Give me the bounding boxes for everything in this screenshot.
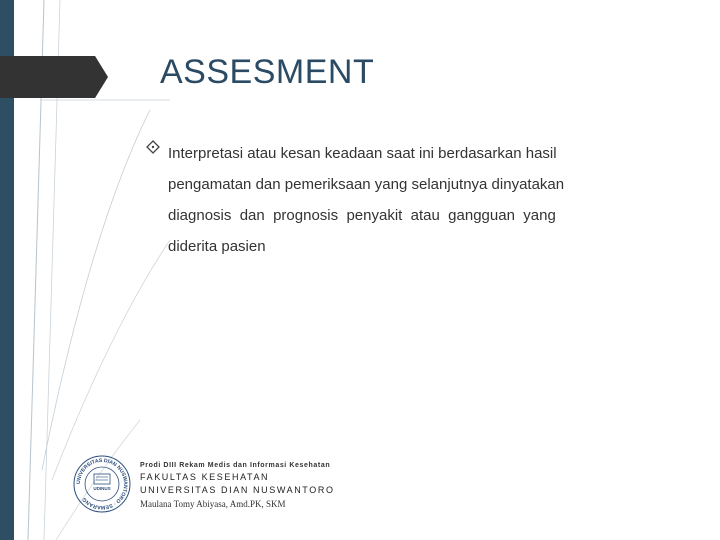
bullet-text [168, 138, 608, 262]
footer-institution-block [140, 462, 335, 509]
bullet-line-2: pengamatan dan pemeriksaan yang selanjutnya dinyatakan [168, 176, 565, 193]
diamond-outline-icon [146, 140, 160, 154]
bullet-line-1: Interpretasi atau kesan keadaan saat ini berdasarkan hasil [168, 145, 557, 162]
slide-title: ASSESMENT [160, 53, 375, 91]
footer-faculty: FAKULTAS KESEHATAN [140, 472, 270, 482]
bullet-line-4: diderita pasien [168, 238, 266, 255]
footer-program: Prodi DIII Rekam Medis dan Informasi Kesehatan [140, 462, 331, 469]
footer-author: Maulana Tomy Abiyasa, Amd.PK, SKM [140, 499, 286, 509]
bullet-line-3: diagnosis dan prognosis penyakit atau gangguan yang [168, 207, 556, 224]
svg-text:UDINUS: UDINUS [93, 486, 111, 491]
footer-university: UNIVERSITAS DIAN NUSWANTORO [140, 485, 335, 495]
university-seal-logo [72, 454, 132, 514]
svg-text:UNIVERSITAS DIAN NUSWANTORO ·: UNIVERSITAS DIAN NUSWANTORO · SEMARANG [75, 457, 129, 511]
title-tab-shape [0, 56, 108, 98]
